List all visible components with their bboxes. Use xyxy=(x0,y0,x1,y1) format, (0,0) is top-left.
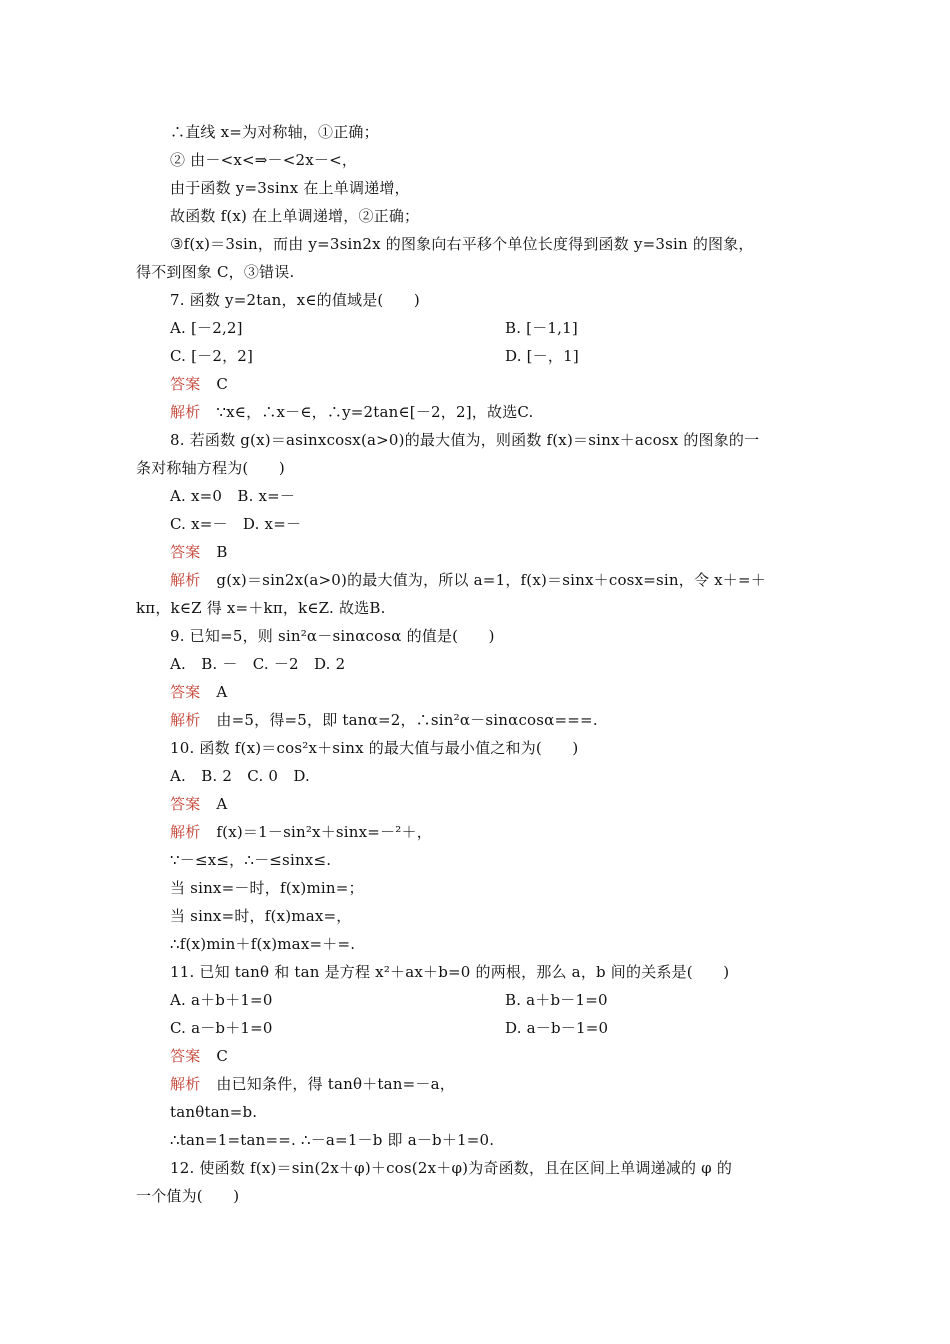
line-text: 由已知条件，得 tanθ＋tan=－a， xyxy=(216,1075,455,1093)
line-text: 11. 已知 tanθ 和 tan 是方程 x²＋ax＋b=0 的两根，那么 a，b 间的关系是( ) xyxy=(170,963,730,981)
text-line xyxy=(170,738,578,758)
label: 答案 xyxy=(170,795,201,813)
line-text: 由于函数 y=3sinx 在上单调递增， xyxy=(170,179,410,197)
label: 答案 xyxy=(170,543,201,561)
line-text: D. a－b－1=0 xyxy=(505,1019,609,1037)
line-text: B. [－1,1] xyxy=(505,319,578,337)
answer-line xyxy=(170,682,227,702)
line-text: C xyxy=(216,375,229,393)
line-text: C. x=－ D. x=－ xyxy=(170,515,302,533)
label: 答案 xyxy=(170,683,201,701)
text-line xyxy=(170,626,495,646)
line-text: C. a－b＋1=0 xyxy=(170,1019,273,1037)
answer-line xyxy=(170,1046,228,1066)
text-line xyxy=(170,486,295,506)
line-text: 由=5，得=5，即 tanα=2，∴sin²α－sinαcosα===. xyxy=(216,711,598,729)
text-line xyxy=(170,1018,273,1038)
label: 答案 xyxy=(170,1047,201,1065)
line-text: ∵－≤x≤，∴－≤sinx≤. xyxy=(170,851,332,869)
text-line xyxy=(170,514,301,534)
text-line xyxy=(136,458,285,478)
line-text: A. B. － C. －2 D. 2 xyxy=(170,655,346,673)
text-line xyxy=(170,1102,257,1122)
text-line xyxy=(170,1158,732,1178)
text-line xyxy=(505,990,608,1010)
line-text: ③f(x)＝3sin，而由 y=3sin2x 的图象向右平移个单位长度得到函数 y=3sin 的图象， xyxy=(170,235,754,253)
analysis-line xyxy=(170,710,598,730)
line-text: A. [－2,2] xyxy=(170,319,243,337)
answer-line xyxy=(170,374,228,394)
text-line xyxy=(170,1130,494,1150)
line-text: 条对称轴方程为( ) xyxy=(136,459,285,477)
label: 解析 xyxy=(170,823,201,841)
text-line xyxy=(170,290,420,310)
line-text: ∴直线 x=为对称轴，①正确； xyxy=(170,123,379,141)
label: 答案 xyxy=(170,375,201,393)
text-line xyxy=(170,150,357,170)
line-text: A. a＋b＋1=0 xyxy=(170,991,273,1009)
text-line xyxy=(505,1018,608,1038)
line-text: 一个值为( ) xyxy=(136,1187,240,1205)
text-line xyxy=(170,906,351,926)
text-line xyxy=(505,318,578,338)
text-line xyxy=(170,234,754,254)
line-text: A xyxy=(216,683,228,701)
line-text: C xyxy=(216,1047,229,1065)
line-text: 故函数 f(x) 在上单调递增，②正确； xyxy=(170,207,420,225)
line-text: g(x)＝sin2x(a>0)的最大值为，所以 a=1，f(x)＝sinx＋cosx=sin，令 x＋=＋ xyxy=(216,571,766,589)
line-text: 9. 已知=5，则 sin²α－sinαcosα 的值是( ) xyxy=(170,627,495,645)
line-text: f(x)＝1－sin²x＋sinx=－²＋， xyxy=(216,823,432,841)
analysis-line xyxy=(170,1074,455,1094)
text-line xyxy=(170,850,331,870)
line-text: B xyxy=(216,543,228,561)
line-text: 得不到图象 C，③错误. xyxy=(136,263,295,281)
line-text: B. a＋b－1=0 xyxy=(505,991,608,1009)
analysis-line xyxy=(170,570,766,590)
line-text: kπ，k∈Z 得 x=＋kπ，k∈Z. 故选B. xyxy=(136,599,386,617)
text-line xyxy=(170,766,310,786)
line-text: 当 sinx=－时，f(x)min=； xyxy=(170,879,364,897)
line-text: 12. 使函数 f(x)＝sin(2x＋φ)＋cos(2x＋φ)为奇函数，且在区间上单调递减的 φ 的 xyxy=(170,1159,733,1177)
line-text: A xyxy=(216,795,228,813)
line-text: 8. 若函数 g(x)＝asinxcosx(a>0)的最大值为，则函数 f(x)＝sinx＋acosx 的图象的一 xyxy=(170,431,760,449)
line-text: ∴f(x)min＋f(x)max=＋=. xyxy=(170,935,356,953)
line-text: A. x=0 B. x=－ xyxy=(170,487,296,505)
text-line xyxy=(170,430,759,450)
text-line xyxy=(170,346,253,366)
text-line xyxy=(136,262,294,282)
label: 解析 xyxy=(170,571,201,589)
text-line xyxy=(170,934,355,954)
line-text: C. [－2，2] xyxy=(170,347,254,365)
answer-line xyxy=(170,542,228,562)
label: 解析 xyxy=(170,1075,201,1093)
text-line xyxy=(170,654,345,674)
text-line xyxy=(170,318,243,338)
line-text: ∵x∈，∴x－∈，∴y=2tan∈[－2，2]，故选C. xyxy=(216,403,534,421)
line-text: 10. 函数 f(x)＝cos²x＋sinx 的最大值与最小值之和为( ) xyxy=(170,739,579,757)
text-line xyxy=(136,1186,239,1206)
text-line xyxy=(170,878,364,898)
answer-line xyxy=(170,794,227,814)
text-line xyxy=(170,990,273,1010)
label: 解析 xyxy=(170,403,201,421)
text-line xyxy=(170,962,729,982)
line-text: ② 由－<x<⇒－<2x－<， xyxy=(170,151,358,169)
analysis-line xyxy=(170,822,432,842)
line-text: 当 sinx=时，f(x)max=， xyxy=(170,907,352,925)
text-line xyxy=(170,206,419,226)
line-text: tanθtan=b. xyxy=(170,1103,258,1121)
line-text: ∴tan=1=tan==. ∴－a=1－b 即 a－b＋1=0. xyxy=(170,1131,495,1149)
text-line xyxy=(136,598,386,618)
text-line xyxy=(505,346,579,366)
line-text: A. B. 2 C. 0 D. xyxy=(170,767,310,785)
label: 解析 xyxy=(170,711,201,729)
text-line xyxy=(170,178,410,198)
analysis-line xyxy=(170,402,534,422)
line-text: D. [－，1] xyxy=(505,347,579,365)
text-line xyxy=(170,122,379,142)
line-text: 7. 函数 y=2tan，x∈的值域是( ) xyxy=(170,291,420,309)
